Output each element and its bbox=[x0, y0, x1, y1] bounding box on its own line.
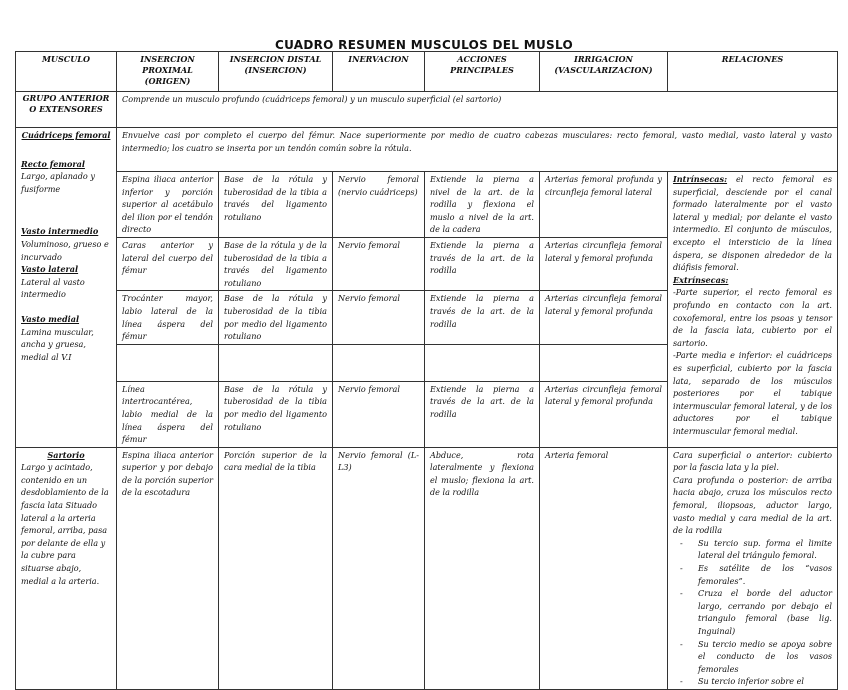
list-item: - Su tercio medio se apoya sobre el conducto de los vasos femorales bbox=[689, 638, 832, 676]
lateral-inervacion: Nervio femoral bbox=[333, 291, 425, 344]
header-irrigacion: IRRIGACION (VASCULARIZACION) bbox=[540, 52, 668, 92]
group-name: GRUPO ANTERIOR O EXTENSORES bbox=[16, 92, 117, 128]
sartorio-proximal: Espina iliaca anterior superior y por debajo de la porción superior de la escotadura bbox=[117, 447, 219, 689]
medial-irrigacion: Arterias circunfleja femoral lateral y femoral profunda bbox=[540, 381, 668, 447]
cuadriceps-relaciones bbox=[668, 172, 838, 448]
recto-femoral-row bbox=[16, 172, 838, 238]
header-insercion-distal: INSERCION DISTAL (INSERCION) bbox=[219, 52, 333, 92]
sartorio-rel-superficial: Cara superficial o anterior: cubierto por la fascia lata y la piel. bbox=[673, 449, 832, 473]
list-item: - Su tercio sup. forma el limite lateral del triángulo femoral. bbox=[689, 537, 832, 562]
cuadriceps-description: Envuelve casi por completo el cuerpo del fémur. Nace superiormente por medio de cuatro cabezas musculares: recto femoral, vasto medial, vasto lateral y vasto intermedio; los cuatro se inserta por un tendón común sobre la rótula. bbox=[117, 128, 838, 172]
list-item: - Su tercio inferior sobre el bbox=[689, 675, 832, 688]
vasto-lateral-name: Vasto lateral bbox=[21, 264, 79, 275]
vasto-intermedio-desc: Voluminoso, grueso e incurvado bbox=[21, 238, 109, 262]
sartorio-name: Sartorio bbox=[47, 449, 85, 460]
sartorio-acciones: Abduce, rota lateralmente y flexiona el muslo; flexiona la art. de la rodilla bbox=[425, 447, 540, 689]
header-inervacion: INERVACION bbox=[333, 52, 425, 92]
recto-femoral-name: Recto femoral bbox=[21, 158, 85, 169]
intermedio-inervacion: Nervio femoral bbox=[333, 237, 425, 290]
list-item: - Cruza el borde del aductor largo, cerrando por debajo el triangulo femoral (base lig. Inguinal) bbox=[689, 587, 832, 637]
intrinsecas-label: Intrínsecas: bbox=[673, 174, 728, 184]
lateral-irrigacion: Arterias circunfleja femoral lateral y femoral profunda bbox=[540, 291, 668, 344]
recto-distal: Base de la rótula y tuberosidad de la tibia a través del ligamento rotuliano bbox=[219, 172, 333, 238]
intermedio-irrigacion: Arterias circunfleja femoral lateral y femoral profunda bbox=[540, 237, 668, 290]
sartorio-row bbox=[16, 447, 838, 689]
vasto-lateral-desc: Lateral al vasto intermedio bbox=[21, 276, 85, 300]
extrinsecas-label: Extrínsecas: bbox=[673, 274, 729, 285]
medial-distal: Base de la rótula y tuberosidad de la tibia por medio del ligamento rotuliano bbox=[219, 381, 333, 447]
recto-irrigacion: Arterias femoral profunda y circunfleja femoral lateral bbox=[540, 172, 668, 238]
sartorio-irrigacion: Arteria femoral bbox=[540, 447, 668, 689]
extrinsecas-text-1: -Parte superior, el recto femoral es profundo en contacto con la art. coxofemoral, entre los psoas y tensor de la fascia lata, cubierto por el sartorio. bbox=[673, 287, 832, 348]
sartorio-relaciones bbox=[668, 447, 838, 689]
sartorio-muscle-cell bbox=[16, 447, 117, 689]
sartorio-rel-list bbox=[673, 537, 832, 688]
empty-cell bbox=[425, 344, 540, 381]
lateral-distal: Base de la rótula y tuberosidad de la tibia por medio del ligamento rotuliano bbox=[219, 291, 333, 344]
group-row bbox=[16, 92, 838, 128]
empty-cell bbox=[117, 344, 219, 381]
empty-cell bbox=[333, 344, 425, 381]
extrinsecas-text-2: -Parte media e inferior: el cuádriceps es superficial, cubierto por la fascia lata, separado de los músculos posteriores por el tabique intermuscular femoral lateral, y de los aductores por el tabique intermuscular femoral medial. bbox=[673, 350, 832, 436]
recto-inervacion: Nervio femoral (nervio cuádriceps) bbox=[333, 172, 425, 238]
intermedio-acciones: Extiende la pierna a través de la art. de la rodilla bbox=[425, 237, 540, 290]
header-insercion-proximal: INSERCION PROXIMAL (ORIGEN) bbox=[117, 52, 219, 92]
recto-proximal: Espina iliaca anterior inferior y porción superior al acetábulo del ilion por el tendón directo bbox=[117, 172, 219, 238]
sartorio-inervacion: Nervio femoral (L-L3) bbox=[333, 447, 425, 689]
intermedio-proximal: Caras anterior y lateral del cuerpo del fémur bbox=[117, 237, 219, 290]
list-item: - Es satélite de los “vasos femorales”. bbox=[689, 562, 832, 587]
header-acciones: ACCIONES PRINCIPALES bbox=[425, 52, 540, 92]
cuadriceps-muscle-cell bbox=[16, 128, 117, 448]
vasto-intermedio-name: Vasto intermedio bbox=[21, 226, 99, 237]
empty-cell bbox=[540, 344, 668, 381]
medial-acciones: Extiende la pierna a través de la art. de la rodilla bbox=[425, 381, 540, 447]
medial-proximal: Línea intertrocantérea, labio medial de la línea áspera del fémur bbox=[117, 381, 219, 447]
muscle-summary-table bbox=[15, 51, 838, 690]
recto-femoral-desc: Largo, aplanado y fusiforme bbox=[21, 171, 95, 194]
cuadriceps-name: Cuádriceps femoral bbox=[21, 130, 111, 140]
lateral-acciones: Extiende la pierna a través de la art. de la rodilla bbox=[425, 291, 540, 344]
header-row bbox=[16, 52, 838, 92]
vasto-medial-name: Vasto medial bbox=[21, 313, 80, 324]
sartorio-rel-profunda: Cara profunda o posterior: de arriba hacia abajo, cruza los músculos recto femoral, iliopsoas, aductor largo, vasto medial y cara medial de la art. de la rodilla bbox=[673, 474, 832, 536]
group-description: Comprende un musculo profundo (cuádriceps femoral) y un musculo superficial (el sartorio) bbox=[117, 92, 838, 128]
lateral-proximal: Trocánter mayor, labio lateral de la línea áspera del fémur bbox=[117, 291, 219, 344]
intrinsecas-text: el recto femoral es superficial, desciende por el canal formado lateralmente por el vasto lateral y medial; por delante el vasto intermedio. El conjunto de músculos, excepto el intersticio de la línea áspera, se disponen alrededor de la diáfisis femoral. bbox=[673, 174, 832, 273]
cuadriceps-row bbox=[16, 128, 838, 172]
header-musculo: MUSCULO bbox=[16, 52, 117, 92]
recto-acciones: Extiende la pierna a nivel de la art. de la rodilla y flexiona el muslo a nivel de la art. de la cadera bbox=[425, 172, 540, 238]
empty-cell bbox=[219, 344, 333, 381]
header-relaciones: RELACIONES bbox=[668, 52, 838, 92]
page-title: CUADRO RESUMEN MUSCULOS DEL MUSLO bbox=[275, 38, 573, 52]
sartorio-desc: Largo y acintado, contenido en un desdoblamiento de la fascia lata Situado lateral a la arteria femoral, arriba, pasa por delante de ella y la cubre para situarse abajo, medial a la arteria. bbox=[21, 462, 109, 586]
sartorio-distal: Porción superior de la cara medial de la tibia bbox=[219, 447, 333, 689]
vasto-medial-desc: Lamina muscular, ancha y gruesa, medial al V.I bbox=[21, 326, 94, 362]
intermedio-distal: Base de la rótula y de la tuberosidad de la tibia a través del ligamento rotuliano bbox=[219, 237, 333, 290]
medial-inervacion: Nervio femoral bbox=[333, 381, 425, 447]
